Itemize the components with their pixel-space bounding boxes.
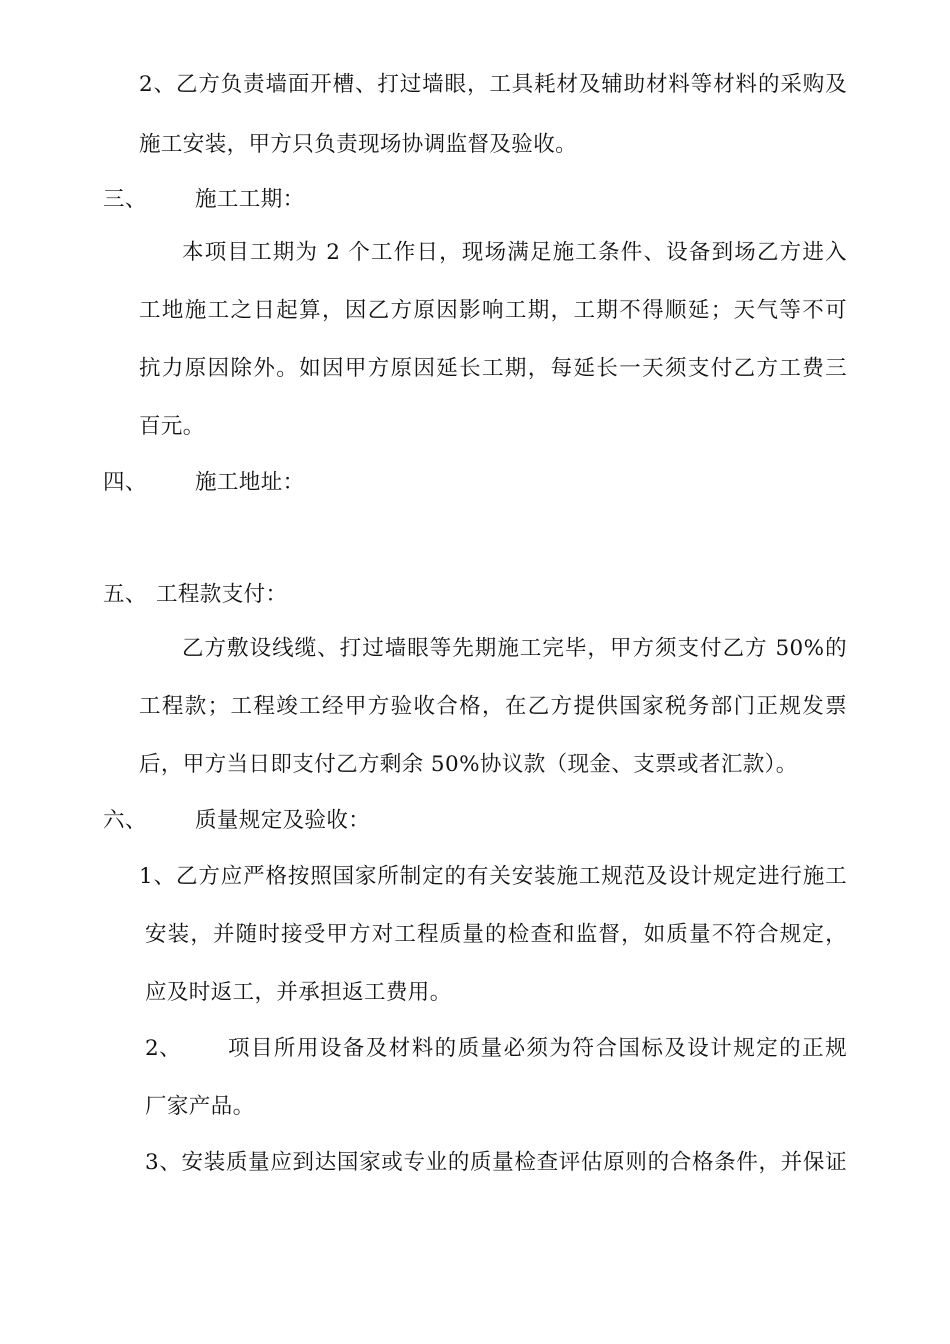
paragraph-line: 2、乙方负责墙面开槽、打过墙眼，工具耗材及辅助材料等材料的采购及 <box>139 72 847 97</box>
section-number: 六、 <box>103 808 147 833</box>
section-heading: 质量规定及验收： <box>195 808 371 833</box>
paragraph-line: 抗力原因除外。如因甲方原因延长工期，每延长一天须支付乙方工费三 <box>139 356 847 381</box>
paragraph-line: 工程款；工程竣工经甲方验收合格，在乙方提供国家税务部门正规发票 <box>139 694 847 719</box>
section-heading: 工程款支付： <box>156 582 288 607</box>
paragraph-line: 本项目工期为 2 个工作日，现场满足施工条件、设备到场乙方进入 <box>182 240 847 265</box>
paragraph-line: 项目所用设备及材料的质量必须为符合国标及设计规定的正规 <box>228 1036 847 1061</box>
paragraph-line: 厂家产品。 <box>145 1094 255 1119</box>
paragraph-line: 施工安装，甲方只负责现场协调监督及验收。 <box>139 132 578 157</box>
paragraph-line: 工地施工之日起算，因乙方原因影响工期，工期不得顺延；天气等不可 <box>139 298 847 323</box>
paragraph-line: 3、安装质量应到达国家或专业的质量检查评估原则的合格条件，并保证 <box>145 1150 847 1175</box>
paragraph-line: 1、乙方应严格按照国家所制定的有关安装施工规范及设计规定进行施工 <box>139 864 847 889</box>
list-number: 2、 <box>145 1036 181 1061</box>
section-heading: 施工地址： <box>195 470 305 495</box>
paragraph-line: 安装，并随时接受甲方对工程质量的检查和监督，如质量不符合规定， <box>145 922 847 947</box>
paragraph-line: 乙方敷设线缆、打过墙眼等先期施工完毕，甲方须支付乙方 50%的 <box>182 636 847 661</box>
paragraph-line: 应及时返工，并承担返工费用。 <box>145 980 452 1005</box>
section-number: 五、 <box>103 582 147 607</box>
section-heading: 施工工期： <box>195 187 305 212</box>
section-number: 三、 <box>103 187 147 212</box>
paragraph-line: 百元。 <box>139 414 205 439</box>
paragraph-line: 后，甲方当日即支付乙方剩余 50%协议款（现金、支票或者汇款）。 <box>139 752 798 777</box>
section-number: 四、 <box>103 470 147 495</box>
